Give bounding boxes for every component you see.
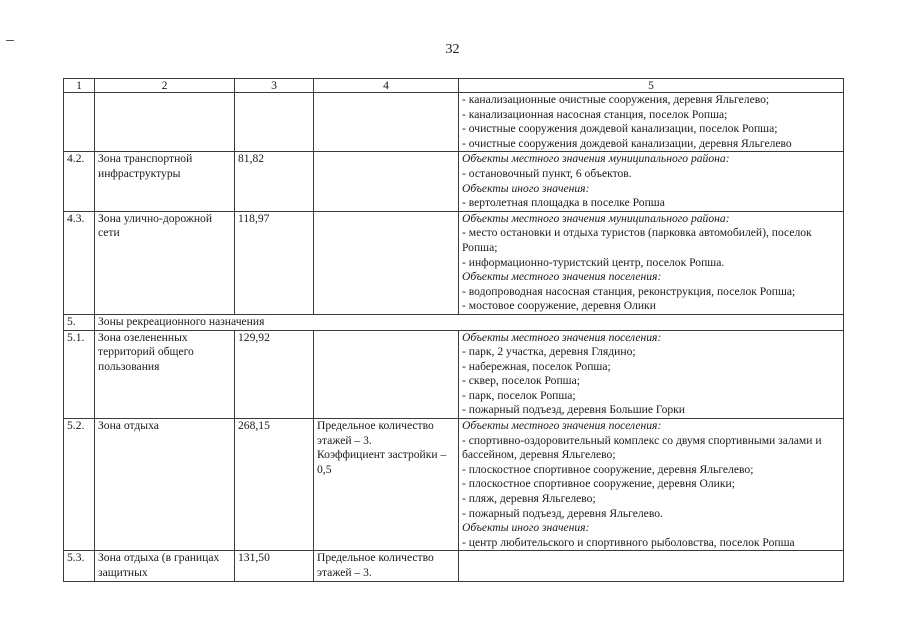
table-row [64, 211, 844, 314]
zone-name: Зона озелененных территорий общего пользования [95, 330, 235, 419]
object-item: - набережная, поселок Ропша; [462, 359, 611, 373]
margin-mark [6, 40, 14, 41]
object-item: - плоскостное спортивное сооружение, деревня Олики; [462, 477, 735, 491]
zone-area: 129,92 [235, 330, 314, 419]
zone-name: Зона отдыха (в границах защитных [95, 551, 235, 581]
zone-parameters [314, 330, 459, 419]
zone-area [235, 93, 314, 152]
row-number: 4.2. [64, 152, 95, 211]
object-item: - очистные сооружения дождевой канализации, поселок Ропша; [462, 122, 778, 136]
planned-objects [459, 330, 844, 419]
object-item: - вертолетная площадка в поселке Ропша [462, 196, 665, 210]
object-item: - центр любительского и спортивного рыболовства, поселок Ропша [462, 535, 795, 549]
object-item: - очистные сооружения дождевой канализации, деревня Яльгелево [462, 136, 792, 150]
table-row [64, 93, 844, 152]
zone-parameters [314, 551, 459, 581]
header-row [64, 79, 844, 93]
header-col-2: 2 [95, 79, 235, 93]
table-row [64, 330, 844, 419]
zone-area: 268,15 [235, 419, 314, 551]
objects-category: Объекты иного значения: [462, 181, 590, 195]
row-number [64, 93, 95, 152]
object-item: - парк, поселок Ропша; [462, 388, 576, 402]
object-item: - информационно-туристский центр, поселок Ропша. [462, 255, 725, 269]
section-row [64, 314, 844, 330]
row-number: 4.3. [64, 211, 95, 314]
zone-name [95, 93, 235, 152]
object-item: - мостовое сооружение, деревня Олики [462, 299, 656, 313]
object-item: - сквер, поселок Ропша; [462, 374, 580, 388]
objects-category: Объекты местного значения муниципального района: [462, 152, 730, 166]
object-item: - остановочный пункт, 6 объектов. [462, 166, 632, 180]
page-number: 32 [445, 42, 460, 57]
row-number: 5.3. [64, 551, 95, 581]
planned-objects [459, 551, 844, 581]
object-item: - парк, 2 участка, деревня Глядино; [462, 345, 636, 359]
row-number: 5.2. [64, 419, 95, 551]
zones-table [63, 78, 844, 582]
table-row [64, 152, 844, 211]
header-col-3: 3 [235, 79, 314, 93]
zone-parameters [314, 152, 459, 211]
section-title: Зоны рекреационного назначения [95, 314, 844, 330]
objects-category: Объекты местного значения поселения: [462, 330, 662, 344]
object-item: - пожарный подъезд, деревня Яльгелево. [462, 506, 663, 520]
object-item: - канализационная насосная станция, поселок Ропша; [462, 107, 728, 121]
object-item: - пляж, деревня Яльгелево; [462, 492, 596, 506]
table-row [64, 551, 844, 581]
zone-parameters [314, 93, 459, 152]
object-item: - пожарный подъезд, деревня Большие Горки [462, 403, 685, 417]
header-col-5: 5 [459, 79, 844, 93]
row-number: 5. [64, 314, 95, 330]
planned-objects [459, 211, 844, 314]
parameter-line: Коэффициент застройки – 0,5 [317, 448, 447, 476]
table-body [64, 93, 844, 582]
header-col-4: 4 [314, 79, 459, 93]
object-item: - водопроводная насосная станция, реконструкция, поселок Ропша; [462, 284, 796, 298]
parameter-line: Предельное количество этажей – 3. [317, 419, 434, 447]
planned-objects [459, 93, 844, 152]
planned-objects [459, 419, 844, 551]
objects-category: Объекты иного значения: [462, 521, 590, 535]
zone-name: Зона улично-дорожной сети [95, 211, 235, 314]
zone-area: 81,82 [235, 152, 314, 211]
table-row [64, 419, 844, 551]
objects-category: Объекты местного значения поселения: [462, 270, 662, 284]
zone-name: Зона отдыха [95, 419, 235, 551]
object-item: - спортивно-оздоровительный комплекс со двумя спортивными залами и бассейном, деревня Яльгелево; [462, 433, 822, 462]
header-col-1: 1 [64, 79, 95, 93]
object-item: - канализационные очистные сооружения, деревня Яльгелево; [462, 93, 770, 106]
zone-parameters [314, 211, 459, 314]
zone-area: 118,97 [235, 211, 314, 314]
zone-area: 131,50 [235, 551, 314, 581]
parameter-line: Предельное количество этажей – 3. [317, 551, 434, 579]
planned-objects [459, 152, 844, 211]
objects-category: Объекты местного значения поселения: [462, 419, 662, 433]
zone-name: Зона транспортной инфраструктуры [95, 152, 235, 211]
row-number: 5.1. [64, 330, 95, 419]
objects-category: Объекты местного значения муниципального района: [462, 211, 730, 225]
object-item: - плоскостное спортивное сооружение, деревня Яльгелево; [462, 462, 754, 476]
object-item: - место остановки и отдыха туристов (парковка автомобилей), поселок Ропша; [462, 226, 812, 254]
zone-parameters [314, 419, 459, 551]
